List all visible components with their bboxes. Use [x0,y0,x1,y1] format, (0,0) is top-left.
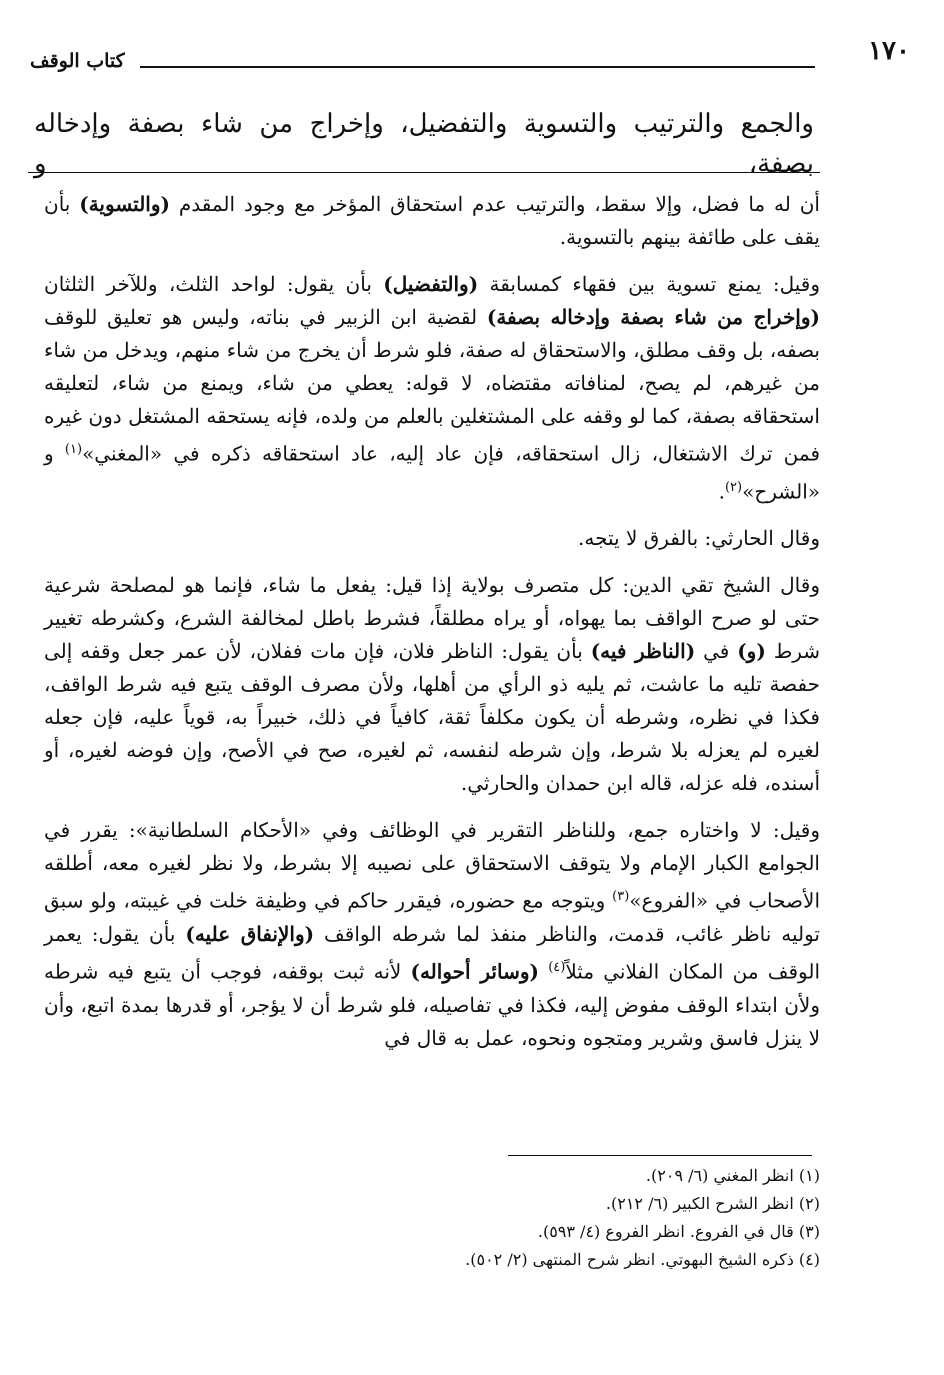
paragraph [44,522,820,555]
footnote-separator-rule [508,1155,812,1156]
footnote-reference: (٤) [548,959,566,975]
paragraph [44,268,820,508]
text-run: و «الشرح» [44,441,820,504]
matn-quote: (و) [737,639,766,664]
text-run: لقضية ابن الزبير في بناته، وليس هو تعليق للوقف بصفه، بل وقف مطلق، والاستحقاق له صفة، فلو شرط أن يخرج من شاء منهم، ويدخل من شاء من غيرهم، لم يصح، لمنافاته مقتضاه، لا قوله: يعطي من شاء، ويمنع من شاء، لتعليقه استحقاقه بصفة، كما لو وقفه على المشتغلين بالعلم من ولده، فإنه يستحقه المشتغل دون غيره فمن ترك الاشتغال، زال استحقاقه، فإن عاد إليه، عاد استحقاقه ذكره في «المغني» [44,305,821,466]
text-run: في [695,639,738,664]
text-run: بأن يقول: يعمر الوقف من المكان الفلاني مثلاً [44,921,821,984]
text-run: . [718,479,725,504]
paragraph [44,188,820,254]
text-run: أن له ما فضل، وإلا سقط، والترتيب عدم استحقاق المؤخر مع وجود المقدم [169,192,820,216]
text-run [539,960,548,984]
text-run: ويتوجه مع حضوره، فيقرر حاكم في وظيفة خلت في غيبته، ولو سبق توليه ناظر غائب، قدمت، والناظر منفذ لما شرطه الواقف [44,888,820,946]
text-run: بأن يقف على طائفة بينهم بالتسوية. [44,192,820,249]
matn-text: والجمع والترتيب والتسوية والتفضيل، وإخراج من شاء بصفة وإدخاله بصفة، و [34,109,814,179]
header-rule [140,66,815,68]
matn-quote: (وسائر أحواله) [410,959,539,984]
footnote: (٤) ذكره الشيخ البهوتي. انظر شرح المنتهى (٢/ ٥٠٢). [465,1250,820,1269]
matn-quote: (والتفضيل) [383,272,479,296]
text-run: لأنه ثبت بوقفه، فوجب أن يتبع فيه شرطه ولأن ابتداء الوقف مفوض إليه، فكذا في تفاصيله، فلو شرط أن لا يؤجر، أو قدرها بمدة اتبع، وأن لا ينزل فاسق وشرير ومتجوه ونحوه، عمل به قال في [44,959,820,1050]
footnote-reference: (٣) [612,889,630,905]
text-run: وقال الشيخ تقي الدين: كل متصرف بولاية إذا قيل: يفعل ما شاء، فإنما هو لمصلحة شرعية حتى لو صرح الواقف بما يهواه، أو يراه مطلقاً، فشرط باطل لمخالفة الشرع، وكشرطه تغيير شرط [44,573,820,664]
paragraph [44,814,820,1054]
footnote-reference: (١) [64,442,83,457]
commentary-body [44,188,820,1069]
text-run: وقيل: يمنع تسوية بين فقهاء كمسابقة [478,272,820,296]
matn-quote: (والإنفاق عليه) [185,921,315,946]
footnote: (٢) انظر الشرح الكبير (٦/ ٢١٢). [605,1194,820,1213]
matn-quote: (وإخراج من شاء بصفة وإدخاله بصفة) [486,305,820,329]
matn-quote: (الناظر فيه) [590,639,696,664]
running-header [30,36,910,76]
footnote-reference: (٢) [724,479,743,495]
text-run: وقيل: لا واختاره جمع، وللناظر التقرير في الوظائف وفي «الأحكام السلطانية»: يقرر في الجوامع الكبار الإمام ولا يتوقف الاستحقاق على نصيبه إلا بشرط، ولا نظر لغيره معه، أطلقه الأصحاب في «الفروع» [44,818,820,913]
text-run: بأن يقول: لواحد الثلث، وللآخر الثلثان [44,272,384,296]
book-title: كتاب الوقف [30,50,125,72]
paragraph [44,569,820,800]
matn-quote: (والتسوية) [79,192,170,216]
matn-separator-rule [28,172,820,173]
footnote: (٣) قال في الفروع. انظر الفروع (٤/ ٥٩٣). [537,1222,820,1241]
text-run: بأن يقول: الناظر فلان، فإن مات ففلان، لأن عمر جعل وقفه إلى حفصة تليه ما عاشت، ثم يليه ذو الرأي من أهلها، ولأن مصرف الوقف يتبع فيه شرط الواقف، فكذا في نظره، وشرطه أن يكون مكلفاً ثقة، كافياً في ذلك، خبيراً به، قوياً عليه، فإن جعله لغيره لم يعزله بلا شرط، وإن شرطه لنفسه، ثم لغيره، صح في الأصح، وإن فوضه لغيره، أو أسنده، فله عزله، قاله ابن حمدان والحارثي. [44,639,820,796]
footnote: (١) انظر المغني (٦/ ٢٠٩). [645,1166,820,1185]
text-run: وقال الحارثي: بالفرق لا يتجه. [578,526,820,551]
footnotes [120,1162,820,1274]
page-number: ١٧٠ [868,36,910,66]
